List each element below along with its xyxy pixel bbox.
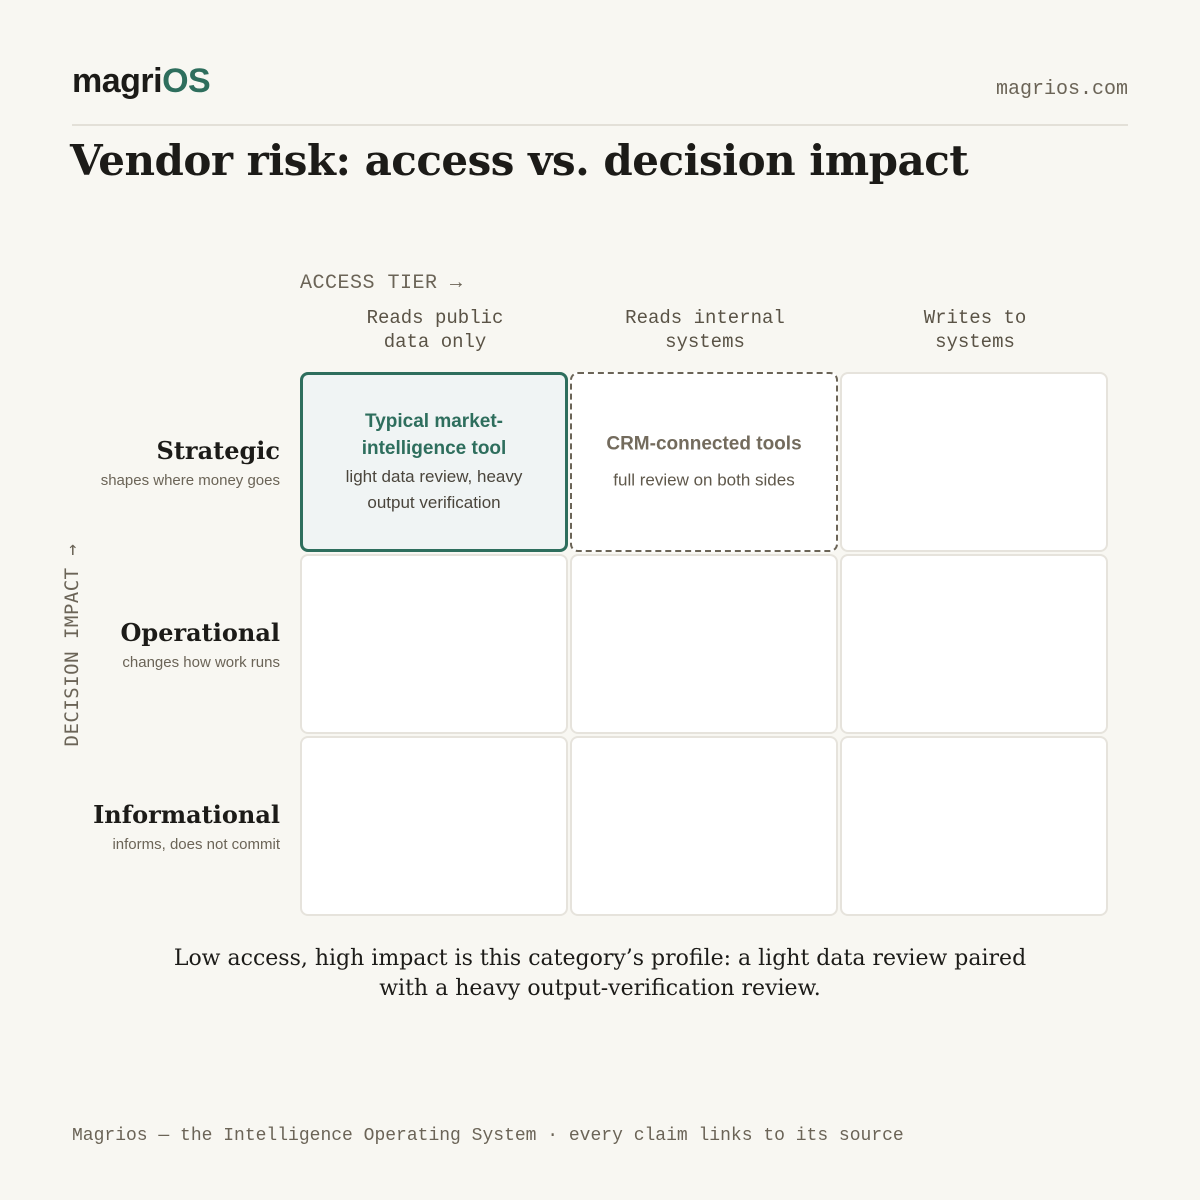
row-label-operational <box>40 618 280 671</box>
cell-strategic-writes <box>840 372 1108 552</box>
cell-subtitle: full review on both sides <box>613 470 795 490</box>
cell-operational-writes <box>840 554 1108 734</box>
header <box>72 62 1128 126</box>
cell-informational-public <box>300 736 568 916</box>
cell-content <box>572 431 836 494</box>
page-title: Vendor risk: access vs. decision impact <box>70 136 969 185</box>
cell-content <box>303 408 565 516</box>
footer: Magrios — the Intelligence Operating System · every claim links to its source <box>72 1126 904 1146</box>
column-header-writes: Writes to systems <box>923 307 1027 353</box>
row-subtitle: shapes where money goes <box>100 472 280 489</box>
cell-strategic-public <box>300 372 568 552</box>
column-header-internal: Reads internal systems <box>625 307 785 353</box>
cell-informational-writes <box>840 736 1108 916</box>
row-subtitle: changes how work runs <box>122 654 280 671</box>
logo-text-primary: magri <box>72 62 163 100</box>
column-header-public: Reads public data only <box>366 307 504 353</box>
row-subtitle: informs, does not commit <box>112 836 280 853</box>
cell-title: Typical market-intelligence tool <box>361 411 507 459</box>
cell-strategic-internal <box>570 372 838 552</box>
row-label-strategic <box>40 436 280 489</box>
y-axis-label: DECISION IMPACT → <box>61 543 83 747</box>
cell-operational-internal <box>570 554 838 734</box>
cell-informational-internal <box>570 736 838 916</box>
row-title: Informational <box>93 800 280 829</box>
row-label-informational <box>40 800 280 853</box>
caption: Low access, high impact is this category’s profile: a light data review paired with a heavy output-verification review. <box>173 946 1027 1001</box>
cell-subtitle: light data review, heavy output verification <box>345 467 523 512</box>
site-link[interactable]: magrios.com <box>995 78 1128 101</box>
cell-operational-public <box>300 554 568 734</box>
x-axis-label: ACCESS TIER → <box>300 272 463 295</box>
row-title: Strategic <box>156 436 280 465</box>
logo[interactable] <box>72 62 210 101</box>
cell-title: CRM-connected tools <box>606 433 802 455</box>
logo-text-accent: OS <box>162 62 211 100</box>
row-title: Operational <box>120 618 280 647</box>
